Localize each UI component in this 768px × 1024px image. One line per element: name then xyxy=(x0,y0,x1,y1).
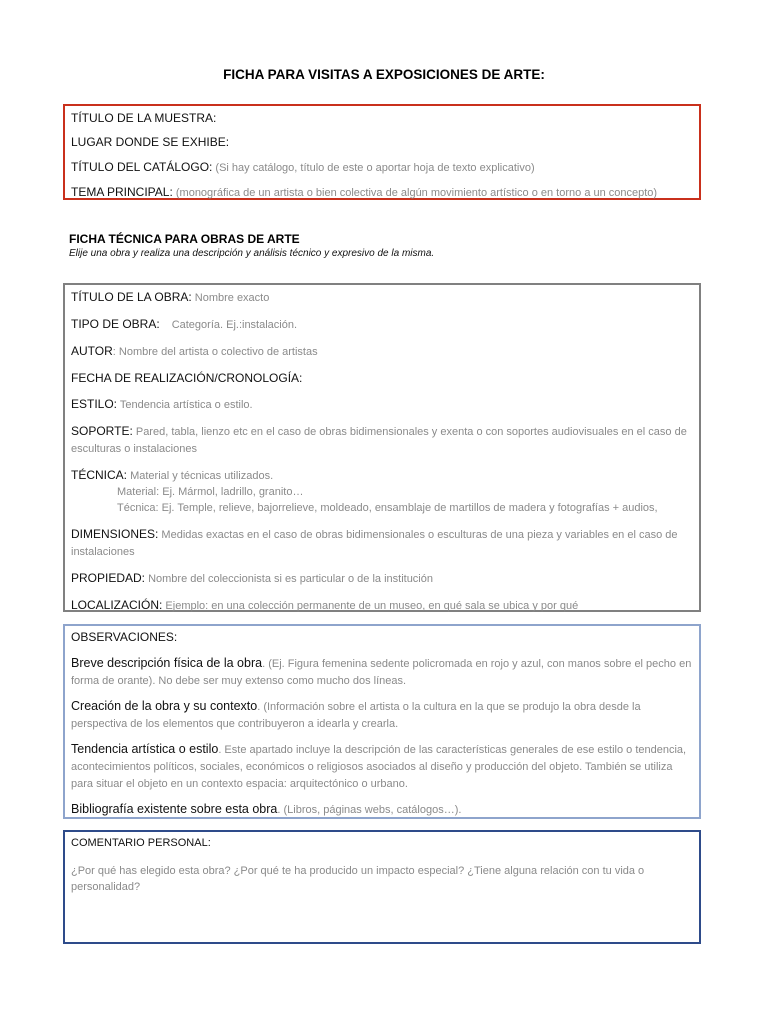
obs-creacion-hint: . (Información sobre el artista o la cultura en la que se produjo la obra desde la perspectiva de los elementos que contribuyeron a idearla y crearla. xyxy=(71,701,641,730)
obs-breve-hint: . (Ej. Figura femenina sedente policromada en rojo y azul, con manos sobre el pecho en forma de orante). No debe ser muy extenso como mucho dos líneas. xyxy=(71,658,692,687)
obra-propiedad-row xyxy=(71,570,693,587)
obra-localizacion-hint: Ejemplo: en una colección permanente de un museo, en qué sala se ubica y por qué xyxy=(162,600,579,612)
obs-biblio-hint: . (Libros, páginas webs, catálogos…). xyxy=(277,804,462,816)
obra-propiedad-label: PROPIEDAD: xyxy=(71,571,146,585)
muestra-lugar-row xyxy=(71,134,693,150)
comentario-question: ¿Por qué has elegido esta obra? ¿Por qué te ha producido un impacto especial? ¿Tiene alguna relación con tu vida o personalidad? xyxy=(71,865,645,893)
obra-localizacion-label: LOCALIZACIÓN: xyxy=(71,598,163,612)
muestra-lugar-label: LUGAR DONDE SE EXHIBE: xyxy=(71,135,230,150)
obra-estilo-hint: Tendencia artística o estilo. xyxy=(117,399,253,411)
exhibition-info-box xyxy=(63,104,701,200)
obra-dimensiones-label: DIMENSIONES: xyxy=(71,527,159,541)
muestra-catalogo-label: TÍTULO DEL CATÁLOGO: xyxy=(71,159,213,174)
obs-breve-label: Breve descripción física de la obra xyxy=(71,656,263,670)
page-title: FICHA PARA VISITAS A EXPOSICIONES DE ARTE: xyxy=(223,67,545,82)
obra-fecha-row xyxy=(71,370,693,386)
obra-propiedad-hint: Nombre del coleccionista si es particular o de la institución xyxy=(145,573,433,585)
obra-localizacion-row xyxy=(71,597,693,614)
muestra-tema-row xyxy=(71,184,693,201)
obra-titulo-row xyxy=(71,289,693,306)
ficha-tecnica-heading: FICHA TÉCNICA PARA OBRAS DE ARTE xyxy=(69,232,300,246)
obra-titulo-label: TÍTULO DE LA OBRA: xyxy=(71,290,192,304)
muestra-tema-label: TEMA PRINCIPAL: xyxy=(71,185,173,200)
obra-titulo-hint: Nombre exacto xyxy=(191,292,270,304)
obra-tipo-hint: Categoría. Ej.:instalación. xyxy=(171,319,298,331)
muestra-catalogo-row xyxy=(71,159,693,176)
obs-biblio-label: Bibliografía existente sobre esta obra xyxy=(71,802,278,816)
obra-tecnica-row xyxy=(71,467,693,516)
muestra-titulo-label: TÍTULO DE LA MUESTRA: xyxy=(71,111,217,125)
obra-estilo-label: ESTILO: xyxy=(71,397,118,411)
obs-tendencia-row xyxy=(71,741,693,792)
obra-tecnica-material: Material: Ej. Mármol, ladrillo, granito… xyxy=(117,486,304,498)
comentario-box xyxy=(63,830,701,944)
obra-fecha-label: FECHA DE REALIZACIÓN/CRONOLOGÍA: xyxy=(71,371,303,385)
obra-tecnica-detalle: Técnica: Ej. Temple, relieve, bajorrelieve, moldeado, ensamblaje de martillos de madera y fotografías + audios, xyxy=(117,502,658,514)
obs-breve-row xyxy=(71,655,693,689)
muestra-titulo-row xyxy=(71,110,693,126)
obra-soporte-row xyxy=(71,423,693,457)
obra-dimensiones-hint: Medidas exactas en el caso de obras bidimensionales o esculturas de una pieza y variables en el caso de instalaciones xyxy=(71,529,678,558)
obra-estilo-row xyxy=(71,396,693,413)
obra-tecnica-hint: Material y técnicas utilizados. xyxy=(127,470,274,482)
comentario-heading: COMENTARIO PERSONAL: xyxy=(71,837,211,849)
muestra-catalogo-hint: (Si hay catálogo, título de este o aportar hoja de texto explicativo) xyxy=(212,161,535,174)
obra-tipo-row xyxy=(71,316,693,333)
obs-tendencia-hint: . Este apartado incluye la descripción de las características generales de ese estilo o tendencia, acontecimientos políticos, sociales, económicos o religiosos asociados al diseño y producción del objeto. También se utiliza para situar el objeto en un contexto espacia: arquitectónico o urbano. xyxy=(71,744,687,790)
obs-biblio-row xyxy=(71,801,693,818)
obs-tendencia-label: Tendencia artística o estilo xyxy=(71,742,219,756)
observaciones-box xyxy=(63,624,701,819)
muestra-tema-hint: (monográfica de un artista o bien colectiva de algún movimiento artístico o en torno a un concepto) xyxy=(172,187,658,200)
obra-soporte-hint: Pared, tabla, lienzo etc en el caso de obras bidimensionales y exenta o con soportes audiovisuales en el caso de esculturas o instalaciones xyxy=(71,426,687,455)
ficha-tecnica-subheading: Elije una obra y realiza una descripción y análisis técnico y expresivo de la misma. xyxy=(69,248,435,259)
obra-soporte-label: SOPORTE: xyxy=(71,424,133,438)
obra-dimensiones-row xyxy=(71,526,693,560)
obs-creacion-row xyxy=(71,698,693,732)
observaciones-heading: OBSERVACIONES: xyxy=(71,630,178,644)
obra-autor-label: AUTOR xyxy=(71,344,113,358)
obra-autor-hint: : Nombre del artista o colectivo de artistas xyxy=(112,346,318,358)
obra-tipo-label: TIPO DE OBRA: xyxy=(71,317,160,331)
obs-creacion-label: Creación de la obra y su contexto xyxy=(71,699,258,713)
obra-tecnica-label: TÉCNICA: xyxy=(71,468,128,482)
ficha-tecnica-box xyxy=(63,283,701,612)
obra-autor-row xyxy=(71,343,693,360)
